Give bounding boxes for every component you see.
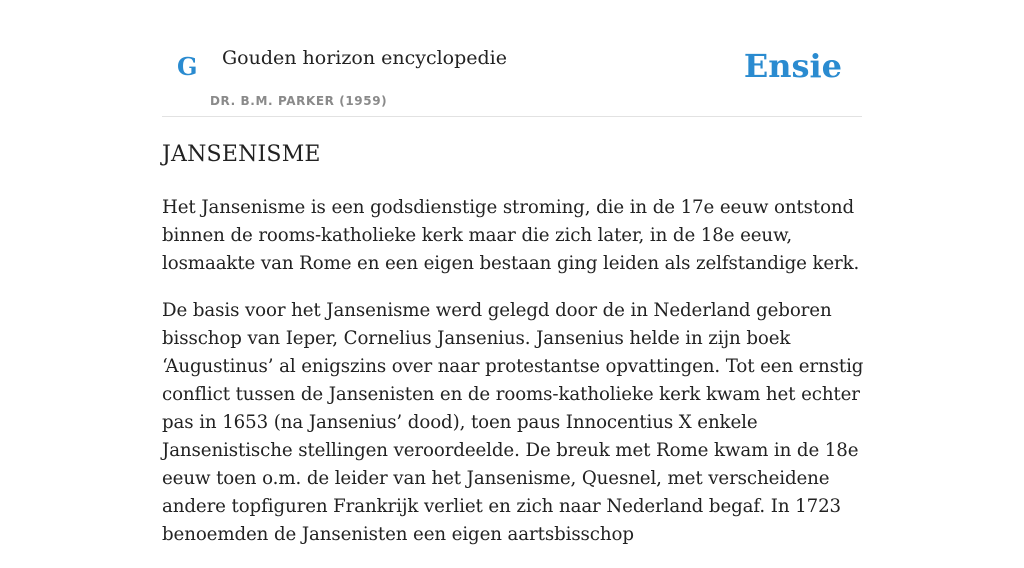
brand-logo[interactable]: Ensie	[743, 47, 842, 85]
article-paragraph: De basis voor het Jansenisme werd gelegd door de in Nederland geboren bisschop van Ieper, Cornelius Jansenius. Jansenius helde in zijn boek ‘Augustinus’ al enigszins over naar protestantse opvattingen. Tot een ernstig conflict tussen de Jansenisten en de rooms-katholieke kerk kwam het echter pas in 1653 (na Jansenius’ dood), toen paus Innocentius X enkele Jansenistische stellingen veroordeelde. De breuk met Rome kwam in de 18e eeuw toen o.m. de leider van het Jansenisme, Quesnel, met verscheidene andere topfiguren Frankrijk verliet en zich naar Nederland begaf. In 1723 benoemden de Jansenisten een eigen aartsbisschop	[162, 300, 864, 545]
article	[162, 140, 867, 568]
source-logo-icon[interactable]: G	[177, 52, 198, 81]
article-paragraph: Het Jansenisme is een godsdienstige stroming, die in de 17e eeuw ontstond binnen de rooms-katholieke kerk maar die zich later, in de 18e eeuw, losmaakte van Rome en een eigen bestaan ging leiden als zelfstandige kerk.	[162, 197, 860, 274]
article-title: JANSENISME	[162, 142, 321, 167]
source-author: DR. B.M. PARKER (1959)	[210, 94, 388, 108]
source-title[interactable]: Gouden horizon encyclopedie	[222, 47, 507, 69]
source-header	[162, 0, 862, 117]
